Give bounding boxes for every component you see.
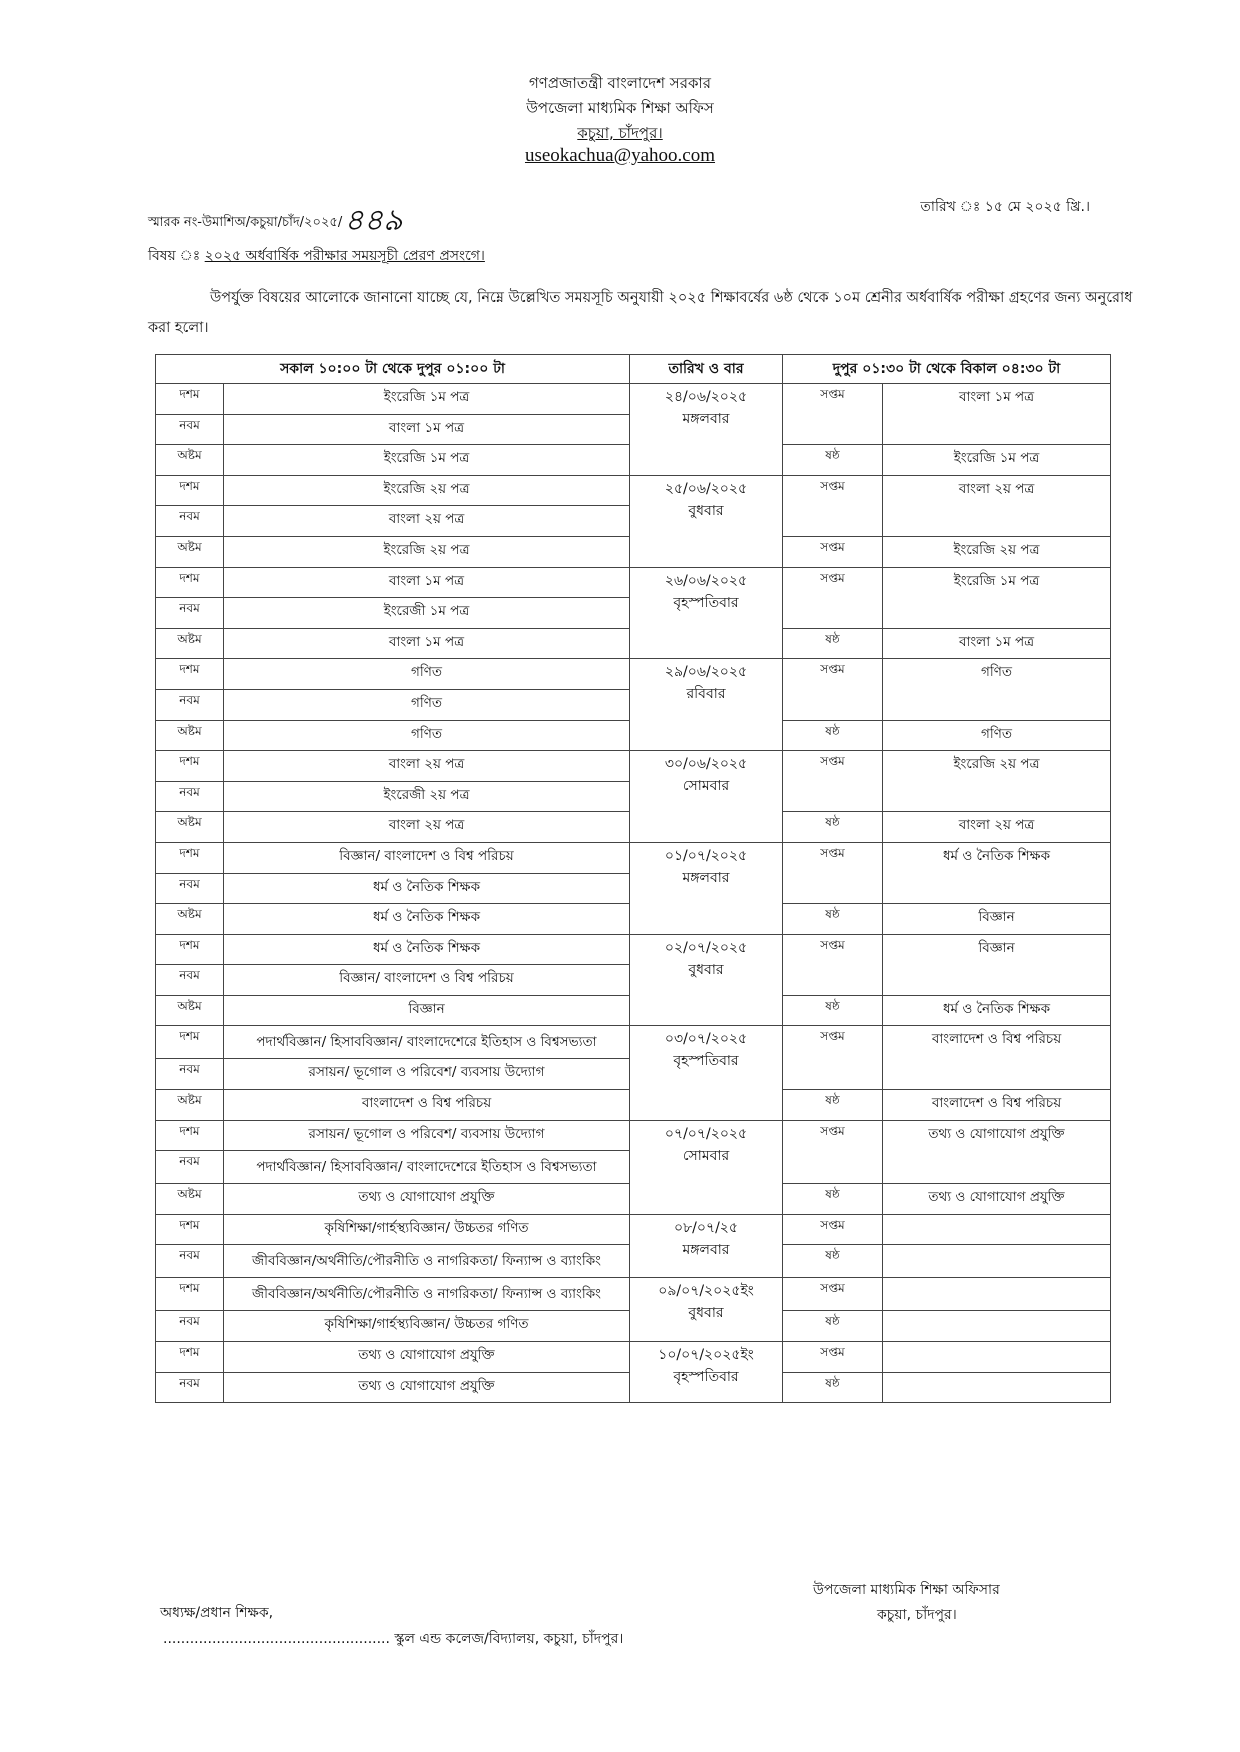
morning-class-cell: দশম: [156, 1214, 224, 1245]
exam-date-cell: [630, 1214, 783, 1278]
afternoon-subject-cell: বাংলা ২য় পত্র: [883, 812, 1111, 843]
afternoon-class-cell: ষষ্ঠ: [783, 904, 883, 935]
morning-subject-cell: গণিত: [224, 659, 630, 690]
table-row: [156, 1120, 1111, 1151]
exam-date-cell: [630, 475, 783, 567]
morning-subject-cell: ইংরেজি ২য় পত্র: [224, 536, 630, 567]
morning-subject-cell: তথ্য ও যোগাযোগ প্রযুক্তি: [224, 1372, 630, 1403]
exam-date: ০৩/০৭/২০২৫: [664, 1031, 748, 1048]
morning-class-cell: নবম: [156, 1311, 224, 1342]
afternoon-subject-cell: বাংলা ১ম পত্র: [883, 628, 1111, 659]
morning-subject-cell: বাংলা ১ম পত্র: [224, 414, 630, 445]
exam-date-cell: [630, 567, 783, 659]
morning-class-cell: দশম: [156, 475, 224, 506]
afternoon-subject-cell: বাংলাদেশ ও বিশ্ব পরিচয়: [883, 1026, 1111, 1090]
exam-date-cell: [630, 1278, 783, 1342]
table-row: [156, 842, 1111, 873]
morning-subject-cell: বাংলা ১ম পত্র: [224, 567, 630, 598]
afternoon-class-cell: সপ্তম: [783, 567, 883, 628]
morning-class-cell: নবম: [156, 1151, 224, 1184]
afternoon-class-cell: সপ্তম: [783, 1026, 883, 1090]
morning-class-cell: অষ্টম: [156, 995, 224, 1026]
exam-weekday: মঙ্গলবার: [682, 869, 730, 886]
afternoon-subject-cell: [883, 1214, 1111, 1245]
morning-class-cell: নবম: [156, 781, 224, 812]
exam-date: ২৫/০৬/২০২৫: [664, 480, 748, 497]
morning-class-cell: অষ্টম: [156, 628, 224, 659]
afternoon-class-cell: সপ্তম: [783, 1214, 883, 1245]
afternoon-class-cell: সপ্তম: [783, 1120, 883, 1184]
morning-subject-cell: গণিত: [224, 720, 630, 751]
exam-date: ১০/০৭/২০২৫ইং: [658, 1347, 754, 1364]
morning-subject-cell: জীববিজ্ঞান/অর্থনীতি/পৌরনীতি ও নাগরিকতা/ ফিন্যান্স ও ব্যাংকিং: [224, 1278, 630, 1311]
recipient-title: অধ্যক্ষ/প্রধান শিক্ষক,: [160, 1605, 274, 1621]
office-location: কচুয়া, চাঁদপুর।: [577, 124, 663, 142]
morning-subject-cell: বিজ্ঞান/ বাংলাদেশ ও বিশ্ব পরিচয়: [224, 842, 630, 873]
morning-class-cell: দশম: [156, 842, 224, 873]
afternoon-subject-cell: ইংরেজি ২য় পত্র: [883, 751, 1111, 812]
table-row: [156, 1026, 1111, 1059]
afternoon-class-cell: ষষ্ঠ: [783, 445, 883, 476]
morning-class-cell: দশম: [156, 751, 224, 782]
morning-class-cell: নবম: [156, 1372, 224, 1403]
afternoon-class-cell: ষষ্ঠ: [783, 995, 883, 1026]
afternoon-class-cell: সপ্তম: [783, 659, 883, 720]
morning-subject-cell: রসায়ন/ ভূগোল ও পরিবেশ/ ব্যবসায় উদ্যোগ: [224, 1120, 630, 1151]
table-row: [156, 475, 1111, 506]
afternoon-subject-cell: ইংরেজি ১ম পত্র: [883, 567, 1111, 628]
morning-class-cell: নবম: [156, 598, 224, 629]
exam-weekday: বুধবার: [688, 1305, 724, 1322]
exam-date: ৩০/০৬/২০২৫: [664, 756, 748, 773]
morning-class-cell: অষ্টম: [156, 720, 224, 751]
exam-date: ২৬/০৬/২০২৫: [664, 572, 748, 589]
afternoon-subject-cell: [883, 1372, 1111, 1403]
exam-date-cell: [630, 751, 783, 843]
afternoon-subject-cell: গণিত: [883, 720, 1111, 751]
afternoon-class-cell: ষষ্ঠ: [783, 1090, 883, 1121]
morning-class-cell: দশম: [156, 934, 224, 965]
afternoon-class-cell: সপ্তম: [783, 934, 883, 995]
table-row: [156, 384, 1111, 415]
afternoon-session-header: দুপুর ০১:৩০ টা থেকে বিকাল ০৪:৩০ টা: [783, 355, 1111, 384]
afternoon-subject-cell: ইংরেজি ২য় পত্র: [883, 536, 1111, 567]
morning-class-cell: দশম: [156, 1120, 224, 1151]
govt-title: গণপ্রজাতন্ত্রী বাংলাদেশ সরকার: [528, 74, 712, 92]
exam-date-cell: [630, 842, 783, 934]
morning-subject-cell: কৃষিশিক্ষা/গার্হস্থ্যবিজ্ঞান/ উচ্চতর গণিত: [224, 1311, 630, 1342]
exam-date: ২৯/০৬/২০২৫: [664, 664, 748, 681]
subject-text: ২০২৫ অর্ধবার্ষিক পরীক্ষার সময়সূচী প্রেরণ প্রসংগে।: [204, 248, 485, 264]
memo-prefix: স্মারক নং-উমাশিঅ/কচুয়া/চাঁদ/২০২৫/: [148, 215, 343, 230]
morning-subject-cell: ইংরেজি ১ম পত্র: [224, 445, 630, 476]
signatory-title: উপজেলা মাধ্যমিক শিক্ষা অফিসার: [813, 1582, 1000, 1598]
afternoon-subject-cell: তথ্য ও যোগাযোগ প্রযুক্তি: [883, 1120, 1111, 1184]
exam-date-cell: [630, 1026, 783, 1120]
afternoon-class-cell: সপ্তম: [783, 751, 883, 812]
morning-subject-cell: ধর্ম ও নৈতিক শিক্ষক: [224, 873, 630, 904]
exam-weekday: বৃহস্পতিবার: [673, 594, 739, 611]
exam-weekday: বৃহস্পতিবার: [673, 1053, 739, 1070]
morning-class-cell: দশম: [156, 384, 224, 415]
afternoon-subject-cell: [883, 1278, 1111, 1311]
exam-date: ২৪/০৬/২০২৫: [664, 389, 748, 405]
morning-class-cell: অষ্টম: [156, 1090, 224, 1121]
morning-class-cell: দশম: [156, 1342, 224, 1373]
exam-date-cell: [630, 934, 783, 1026]
table-header-row: [156, 355, 1111, 384]
morning-subject-cell: তথ্য ও যোগাযোগ প্রযুক্তি: [224, 1342, 630, 1373]
exam-weekday: সোমবার: [682, 778, 730, 795]
morning-subject-cell: বাংলা ২য় পত্র: [224, 751, 630, 782]
morning-class-cell: দশম: [156, 1278, 224, 1311]
afternoon-subject-cell: বাংলাদেশ ও বিশ্ব পরিচয়: [883, 1090, 1111, 1121]
morning-class-cell: অষ্টম: [156, 445, 224, 476]
exam-weekday: রবিবার: [686, 686, 726, 703]
morning-subject-cell: পদার্থবিজ্ঞান/ হিসাববিজ্ঞান/ বাংলাদেশেরে ইতিহাস ও বিশ্বসভ্যতা: [224, 1026, 630, 1059]
office-email-link[interactable]: useokachua@yahoo.com: [524, 145, 716, 166]
afternoon-subject-cell: গণিত: [883, 659, 1111, 720]
afternoon-class-cell: ষষ্ঠ: [783, 1372, 883, 1403]
morning-class-cell: অষ্টম: [156, 536, 224, 567]
exam-date: ০১/০৭/২০২৫: [664, 847, 748, 864]
table-row: [156, 751, 1111, 782]
exam-weekday: বৃহস্পতিবার: [673, 1369, 739, 1386]
afternoon-subject-cell: ধর্ম ও নৈতিক শিক্ষক: [883, 842, 1111, 903]
afternoon-class-cell: ষষ্ঠ: [783, 628, 883, 659]
afternoon-subject-cell: [883, 1311, 1111, 1342]
table-row: [156, 1342, 1111, 1373]
afternoon-class-cell: ষষ্ঠ: [783, 812, 883, 843]
office-name: উপজেলা মাধ্যমিক শিক্ষা অফিস: [526, 99, 714, 117]
memo-date: তারিখ ঃ ১৫ মে ২০২৫ খ্রি.।: [920, 199, 1090, 215]
morning-subject-cell: বাংলা ২য় পত্র: [224, 812, 630, 843]
exam-schedule-table: [155, 354, 1111, 1403]
morning-class-cell: নবম: [156, 689, 224, 720]
morning-subject-cell: ইংরেজি ২য় পত্র: [224, 475, 630, 506]
memo-reference: [148, 196, 403, 247]
table-row: [156, 567, 1111, 598]
afternoon-subject-cell: ধর্ম ও নৈতিক শিক্ষক: [883, 995, 1111, 1026]
afternoon-subject-cell: [883, 1342, 1111, 1373]
afternoon-class-cell: ষষ্ঠ: [783, 720, 883, 751]
exam-date-cell: [630, 1120, 783, 1214]
morning-class-cell: নবম: [156, 1059, 224, 1090]
body-paragraph: উপর্যুক্ত বিষয়ের আলোকে জানানো যাচ্ছে যে, নিম্নে উল্লেখিত সময়সূচি অনুযায়ী ২০২৫ শিক্ষাবর্ষের ৬ষ্ঠ থেকে ১০ম শ্রেনীর অর্ধবার্ষিক পরীক্ষা গ্রহণের জন্য অনুরোধ করা হলো।: [148, 290, 1133, 336]
afternoon-class-cell: সপ্তম: [783, 384, 883, 445]
afternoon-class-cell: ষষ্ঠ: [783, 1245, 883, 1278]
exam-weekday: সোমবার: [682, 1147, 730, 1164]
morning-class-cell: দশম: [156, 1026, 224, 1059]
exam-date-cell: [630, 384, 783, 476]
morning-subject-cell: বাংলাদেশ ও বিশ্ব পরিচয়: [224, 1090, 630, 1121]
date-day-header: তারিখ ও বার: [630, 355, 783, 384]
morning-subject-cell: ইংরেজী ১ম পত্র: [224, 598, 630, 629]
subject-label: বিষয় ঃ: [148, 248, 201, 264]
exam-date: ০৭/০৭/২০২৫: [664, 1125, 748, 1142]
table-row: [156, 659, 1111, 690]
morning-class-cell: অষ্টম: [156, 812, 224, 843]
afternoon-subject-cell: বাংলা ১ম পত্র: [883, 384, 1111, 445]
memo-number: ৪৪৯: [344, 204, 403, 237]
afternoon-class-cell: সপ্তম: [783, 842, 883, 903]
afternoon-subject-cell: তথ্য ও যোগাযোগ প্রযুক্তি: [883, 1184, 1111, 1215]
recipient-institution: ................................................... স্কুল এন্ড কলেজ/বিদ্যালয়, কচুয়া, চাঁদপুর।: [163, 1631, 624, 1647]
exam-weekday: মঙ্গলবার: [682, 411, 730, 427]
afternoon-subject-cell: [883, 1245, 1111, 1278]
morning-class-cell: নবম: [156, 414, 224, 445]
exam-weekday: বুধবার: [688, 502, 724, 519]
schedule-body: [156, 384, 1111, 1403]
afternoon-subject-cell: বিজ্ঞান: [883, 904, 1111, 935]
morning-subject-cell: রসায়ন/ ভূগোল ও পরিবেশ/ ব্যবসায় উদ্যোগ: [224, 1059, 630, 1090]
exam-date-cell: [630, 1342, 783, 1403]
exam-weekday: বুধবার: [688, 961, 724, 978]
afternoon-subject-cell: বাংলা ২য় পত্র: [883, 475, 1111, 536]
morning-subject-cell: জীববিজ্ঞান/অর্থনীতি/পৌরনীতি ও নাগরিকতা/ ফিন্যান্স ও ব্যাংকিং: [224, 1245, 630, 1278]
afternoon-class-cell: সপ্তম: [783, 536, 883, 567]
afternoon-class-cell: সপ্তম: [783, 1278, 883, 1311]
morning-subject-cell: বাংলা ২য় পত্র: [224, 506, 630, 537]
morning-session-header: সকাল ১০:০০ টা থেকে দুপুর ০১:০০ টা: [156, 355, 630, 384]
subject-line: [148, 244, 485, 268]
morning-subject-cell: তথ্য ও যোগাযোগ প্রযুক্তি: [224, 1184, 630, 1215]
table-row: [156, 934, 1111, 965]
morning-class-cell: নবম: [156, 506, 224, 537]
morning-subject-cell: পদার্থবিজ্ঞান/ হিসাববিজ্ঞান/ বাংলাদেশেরে ইতিহাস ও বিশ্বসভ্যতা: [224, 1151, 630, 1184]
exam-date: ০৮/০৭/২৫: [673, 1219, 738, 1236]
table-row: [156, 1278, 1111, 1311]
morning-subject-cell: বাংলা ১ম পত্র: [224, 628, 630, 659]
morning-subject-cell: বিজ্ঞান: [224, 995, 630, 1026]
morning-class-cell: দশম: [156, 659, 224, 690]
morning-subject-cell: বিজ্ঞান/ বাংলাদেশ ও বিশ্ব পরিচয়: [224, 965, 630, 996]
morning-subject-cell: ইংরেজি ১ম পত্র: [224, 384, 630, 415]
exam-weekday: মঙ্গলবার: [682, 1241, 730, 1258]
exam-date-cell: [630, 659, 783, 751]
exam-date: ০২/০৭/২০২৫: [664, 939, 748, 956]
afternoon-class-cell: সপ্তম: [783, 1342, 883, 1373]
morning-class-cell: দশম: [156, 567, 224, 598]
afternoon-subject-cell: ইংরেজি ১ম পত্র: [883, 445, 1111, 476]
morning-class-cell: নবম: [156, 965, 224, 996]
morning-class-cell: অষ্টম: [156, 904, 224, 935]
morning-subject-cell: গণিত: [224, 689, 630, 720]
afternoon-subject-cell: বিজ্ঞান: [883, 934, 1111, 995]
afternoon-class-cell: সপ্তম: [783, 475, 883, 536]
exam-date: ০৯/০৭/২০২৫ইং: [658, 1283, 754, 1300]
morning-class-cell: নবম: [156, 873, 224, 904]
morning-subject-cell: ধর্ম ও নৈতিক শিক্ষক: [224, 934, 630, 965]
table-row: [156, 1214, 1111, 1245]
morning-class-cell: নবম: [156, 1245, 224, 1278]
signatory-location: কচুয়া, চাঁদপুর।: [877, 1607, 957, 1623]
afternoon-class-cell: ষষ্ঠ: [783, 1184, 883, 1215]
morning-subject-cell: ধর্ম ও নৈতিক শিক্ষক: [224, 904, 630, 935]
morning-class-cell: অষ্টম: [156, 1184, 224, 1215]
morning-subject-cell: ইংরেজী ২য় পত্র: [224, 781, 630, 812]
morning-subject-cell: কৃষিশিক্ষা/গার্হস্থ্যবিজ্ঞান/ উচ্চতর গণিত: [224, 1214, 630, 1245]
afternoon-class-cell: ষষ্ঠ: [783, 1311, 883, 1342]
